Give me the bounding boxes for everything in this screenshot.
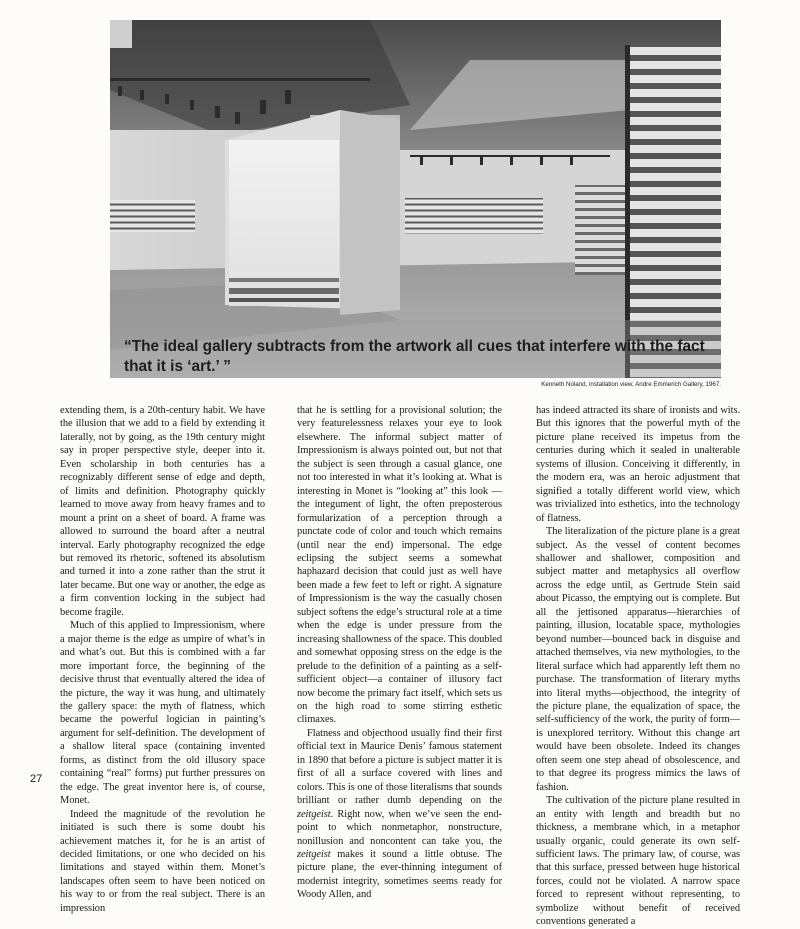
paragraph: The literalization of the picture plane is a great subject. As the vessel of content becomes shallower and shallower, composition and subject matter and metaphysics all overflow across the edge until, as Gertrude Stein said about Picasso, the emptying out is complete. But all the jettisoned apparatus—hierarchies of painting, illusion, locatable space, mythologies beyond number—bounced back in disguise and attached themselves, via new mythologies, to the literal surface which had apparently left them no purchase. The transformation of literary myths into literal myths—objecthood, the integrity of the picture plane, the equalization of space, the self-sufficiency of the work, the purity of form—is unexplored territory. Without this change art would have been obsolete. Indeed its changes often seem one step ahead of obsolescence, and to that degree its progress mimics the laws of fashion.	[536, 526, 740, 793]
text-run: . Right now, when we’ve seen the end-point to which nonmetaphor, nonstructure, nonillusion and noncontent can take you, the	[297, 808, 502, 847]
gallery-installation-image	[110, 20, 721, 378]
paragraph: that he is settling for a provisional solution; the very featurelessness relaxes your eye to look elsewhere. The informal subject matter of Impressionism is always pointed out, but not that the subject is seen through a casual glance, one not too interested in what it’s looking at. What is interesting in Monet is “looking at” this look —the integument of light, the often preposterous formularization of a perception through a punctate code of color and touch which remains (until near the end) impersonal. The edge eclipsing the subject seems a somewhat haphazard decision that could just as well have been made a few feet to left or right. A signature of Impressionism is the way the casually chosen subject softens the edge’s structural role at a time when the edge is under pressure from the increasing shallowness of the space. This doubled and somewhat opposing stress on the edge is the prelude to the definition of a painting as a self-sufficient object—a container of illusory fact now become the primary fact itself, which sets us on the high road to some stirring esthetic climaxes.	[297, 405, 502, 726]
italic-term: zeitgeist	[297, 808, 331, 820]
pull-quote: “The ideal gallery subtracts from the artwork all cues that interfere with the fact that it is ‘art.’ ”	[124, 338, 705, 375]
text-run: Flatness and objecthood usually find their first official text in Maurice Denis’ famous statement in 1890 that before a picture is subject matter it is first of all a surface covered with lines and colors. This is one of those literalisms that sounds brilliant or rather dumb depending on the	[297, 727, 502, 807]
paragraph: The cultivation of the picture plane resulted in an entity with length and breadth but no thickness, a membrane which, in a metaphor usually organic, could generate its own self-sufficient laws. The primary law, of course, was that this surface, pressed between huge historical forces, could not be violated. A narrow space forced to represent without representing, to symbolize without benefit of received conventions generated a	[536, 795, 740, 928]
text-run: makes it sound a little obtuse. The picture plane, the ever-thinning integument of modernist integrity, sometimes seems ready for Woody Allen, and	[297, 848, 502, 901]
text-column-1	[60, 404, 265, 914]
paragraph: Much of this applied to Impressionism, where a major theme is the edge as umpire of what’s in and what’s out. But this is combined with a far more important force, the beginning of the decisive thrust that eventually altered the idea of the picture, the way it was hung, and ultimately the gallery space: the myth of flatness, which became the powerful logician in painting’s argument for self-definition. The development of a shallow literal space (containing invented forms, as distinct from the old illusory space containing “real” forms) put further pressures on the edge. The great inventor here is, of course, Monet.	[60, 620, 265, 807]
paragraph: Indeed the magnitude of the revolution he initiated is such there is some doubt his achievement matches it, for he is an artist of decided limitations, or one who decided on his limitations and stayed within them. Monet’s landscapes often seem to have been noticed on his way to or from the real subject. There is an impression	[60, 808, 265, 914]
text-column-3	[536, 404, 740, 928]
italic-term: zeitgeist	[297, 848, 331, 860]
paragraph: extending them, is a 20th-century habit. We have the illusion that we add to a field by extending it laterally, not by going, as the 19th century might say in proper perspective style, deeper into it. Even scholarship in both centuries has a recognizably different sense of edge and depth, of limits and definition. Photography quickly learned to move away from heavy frames and to mount a print on a sheet of board. A frame was allowed to surround the board after a neutral interval. Early photography recognized the edge but removed its rhetoric, softened its absolutism and turned it into a zone rather than the strut it later became. But one way or another, the edge as a firm convention locking in the subject had become fragile.	[60, 405, 265, 618]
text-column-2	[297, 404, 502, 901]
gallery-photo	[110, 20, 721, 378]
photo-caption: Kenneth Noland, installation view, Andre Emmerich Gallery, 1967.	[541, 381, 721, 388]
page-number: 27	[30, 773, 43, 785]
paragraph	[297, 727, 502, 902]
paragraph: has indeed attracted its share of ironists and wits. But this ignores that the powerful myth of the picture plane received its impetus from the centuries during which it sealed in unalterable systems of illusion. Conceiving it differently, in the modern era, was an heroic adjustment that signified a totally different world view, which was trivialized into esthetics, into the technology of flatness.	[536, 405, 740, 524]
